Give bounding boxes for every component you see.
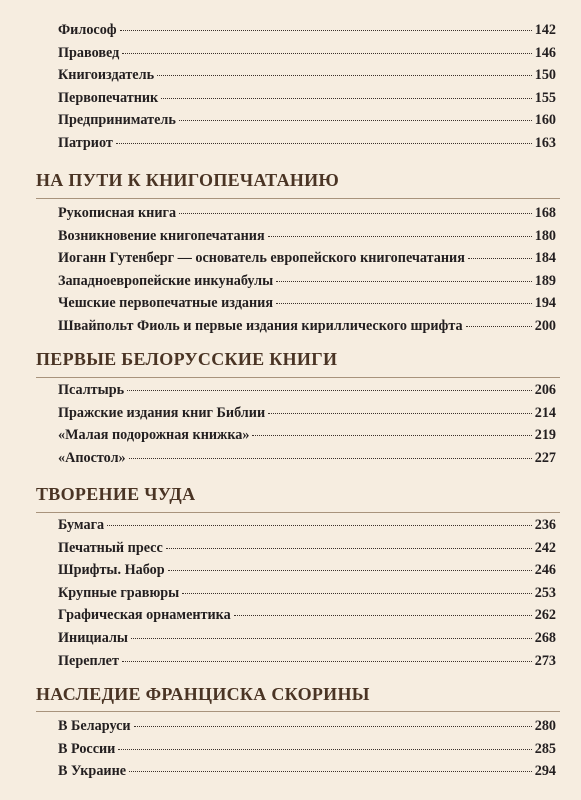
toc-entry[interactable] — [58, 42, 556, 65]
toc-entry[interactable] — [58, 225, 556, 248]
entry-page-number: 236 — [534, 517, 556, 533]
entry-title: Западноевропейские инкунабулы — [58, 272, 274, 289]
entry-page-number: 246 — [534, 562, 556, 579]
entry-title: Пражские издания книг Библии — [58, 404, 266, 421]
toc-entry[interactable] — [58, 19, 556, 42]
dot-leader — [234, 615, 532, 616]
toc-entry[interactable] — [58, 537, 556, 560]
dot-leader — [134, 726, 532, 727]
dot-leader — [131, 638, 532, 639]
dot-leader — [118, 749, 531, 750]
dot-leader — [179, 120, 532, 121]
toc-entry[interactable] — [58, 715, 556, 738]
toc-entry[interactable] — [58, 559, 556, 582]
section-heading: ПЕРВЫЕ БЕЛОРУССКИЕ КНИГИ — [36, 349, 338, 369]
section-divider — [36, 198, 560, 199]
entry-page-number: 150 — [534, 67, 556, 84]
entry-title: Возникновение книгопечатания — [58, 227, 265, 244]
section-heading: ТВОРЕНИЕ ЧУДА — [36, 484, 196, 504]
toc-entry[interactable] — [58, 738, 556, 761]
entry-page-number: 142 — [534, 22, 556, 38]
entry-page-number: 168 — [534, 205, 556, 221]
entry-title: Чешские первопечатные издания — [58, 295, 274, 312]
entry-title: «Апостол» — [58, 449, 126, 466]
entry-page-number: 206 — [534, 382, 556, 398]
entry-page-number: 180 — [534, 227, 556, 244]
entry-page-number: 227 — [534, 449, 556, 466]
toc-entry-list — [58, 202, 556, 338]
entry-title: Шрифты. Набор — [58, 562, 165, 579]
dot-leader — [268, 413, 532, 414]
toc-entry[interactable] — [58, 292, 556, 315]
entry-page-number: 219 — [534, 427, 556, 444]
section-divider — [36, 512, 560, 513]
dot-leader — [107, 525, 532, 526]
dot-leader — [116, 143, 532, 144]
toc-entry[interactable] — [58, 424, 556, 447]
dot-leader — [168, 570, 532, 571]
entry-title: В России — [58, 740, 116, 757]
dot-leader — [268, 236, 532, 237]
entry-title: Патриот — [58, 134, 113, 151]
entry-title: Бумага — [58, 517, 105, 533]
entry-title: Книгоиздатель — [58, 67, 155, 84]
entry-page-number: 184 — [534, 250, 556, 267]
dot-leader — [466, 326, 532, 327]
entry-page-number: 194 — [534, 295, 556, 312]
entry-page-number: 273 — [534, 652, 556, 669]
entry-title: Философ — [58, 22, 117, 38]
section-divider — [36, 711, 560, 712]
section-heading: НА ПУТИ К КНИГОПЕЧАТАНИЮ — [36, 170, 340, 190]
dot-leader — [122, 53, 531, 54]
toc-entry[interactable] — [58, 315, 556, 338]
entry-page-number: 160 — [534, 112, 556, 129]
entry-title: Рукописная книга — [58, 205, 177, 221]
entry-title: Крупные гравюры — [58, 584, 180, 601]
entry-title: Инициалы — [58, 629, 128, 646]
toc-entry[interactable] — [58, 447, 556, 470]
entry-title: В Украине — [58, 763, 127, 780]
toc-entry[interactable] — [58, 87, 556, 110]
entry-page-number: 268 — [534, 629, 556, 646]
toc-entry[interactable] — [58, 109, 556, 132]
entry-title: Иоганн Гутенберг — основатель европейского книгопечатания — [58, 250, 465, 267]
entry-title: В Беларуси — [58, 718, 131, 734]
entry-title: Переплет — [58, 652, 119, 669]
dot-leader — [127, 390, 532, 391]
toc-entry[interactable] — [58, 650, 556, 673]
entry-page-number: 285 — [534, 740, 556, 757]
entry-page-number: 155 — [534, 89, 556, 106]
entry-title: «Малая подорожная книжка» — [58, 427, 250, 444]
dot-leader — [157, 75, 532, 76]
entry-title: Псалтырь — [58, 382, 125, 398]
entry-page-number: 294 — [534, 763, 556, 780]
dot-leader — [166, 548, 532, 549]
toc-entry[interactable] — [58, 132, 556, 155]
toc-entry-list — [58, 514, 556, 672]
dot-leader — [276, 303, 532, 304]
dot-leader — [468, 258, 532, 259]
toc-entry[interactable] — [58, 270, 556, 293]
entry-page-number: 253 — [534, 584, 556, 601]
dot-leader — [120, 30, 532, 31]
entry-title: Графическая орнаментика — [58, 607, 231, 624]
dot-leader — [179, 213, 532, 214]
dot-leader — [129, 771, 532, 772]
toc-entry-list — [58, 379, 556, 469]
toc-entry[interactable] — [58, 247, 556, 270]
toc-entry[interactable] — [58, 379, 556, 402]
toc-entry[interactable] — [58, 402, 556, 425]
toc-entry[interactable] — [58, 627, 556, 650]
toc-entry[interactable] — [58, 604, 556, 627]
entry-page-number: 163 — [534, 134, 556, 151]
entry-title: Швайпольт Фиоль и первые издания кириллического шрифта — [58, 317, 463, 334]
dot-leader — [161, 98, 531, 99]
dot-leader — [276, 281, 532, 282]
entry-title: Печатный пресс — [58, 539, 163, 556]
dot-leader — [252, 435, 531, 436]
entry-page-number: 214 — [534, 404, 556, 421]
toc-entry-list — [58, 19, 556, 155]
entry-page-number: 200 — [534, 317, 556, 334]
toc-entry[interactable] — [58, 202, 556, 225]
section-divider — [36, 377, 560, 378]
entry-page-number: 146 — [534, 44, 556, 61]
toc-entry-list — [58, 715, 556, 783]
toc-entry[interactable] — [58, 760, 556, 783]
entry-title: Первопечатник — [58, 89, 159, 106]
toc-entry[interactable] — [58, 64, 556, 87]
section-heading: НАСЛЕДИЕ ФРАНЦИСКА СКОРИНЫ — [36, 684, 370, 704]
toc-entry[interactable] — [58, 582, 556, 605]
entry-page-number: 262 — [534, 607, 556, 624]
entry-page-number: 242 — [534, 539, 556, 556]
toc-entry[interactable] — [58, 514, 556, 537]
entry-page-number: 280 — [534, 718, 556, 734]
dot-leader — [122, 661, 532, 662]
entry-title: Правовед — [58, 44, 120, 61]
entry-title: Предприниматель — [58, 112, 176, 129]
dot-leader — [129, 458, 532, 459]
dot-leader — [182, 593, 531, 594]
entry-page-number: 189 — [534, 272, 556, 289]
